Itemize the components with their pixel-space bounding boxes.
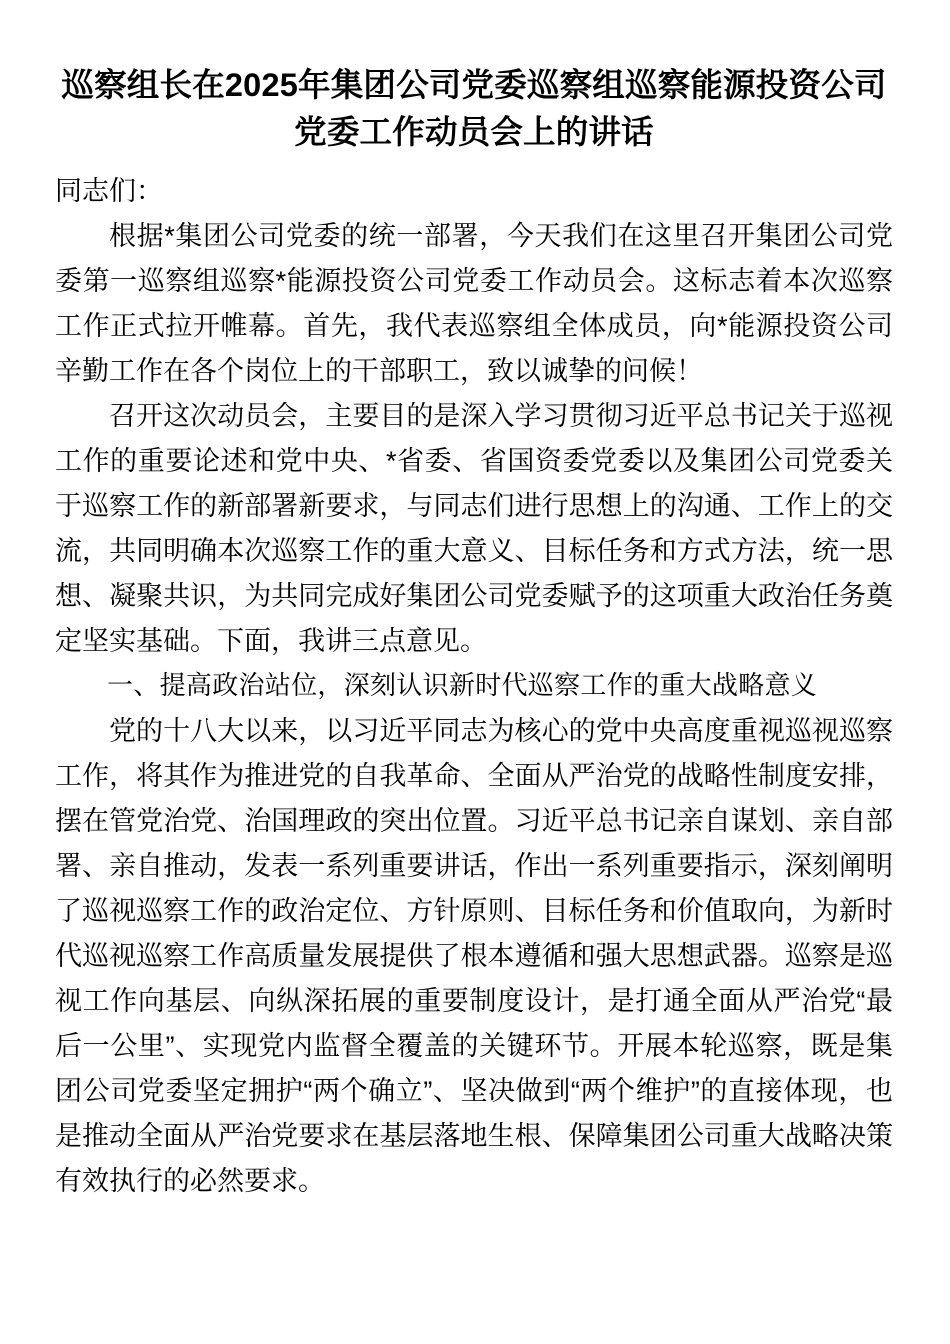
salutation: 同志们： (55, 176, 163, 206)
paragraph-2: 召开这次动员会，主要目的是深入学习贯彻习近平总书记关于巡视工作的重要论述和党中央、*省委、省国资委党委以及集团公司党委关于巡察工作的新部署新要求，与同志们进行思想上的沟通、工作上的交流，共同明确本次巡察工作的重大意义、目标任务和方式方法，统一思想、凝聚共识，为共同完成好集团公司党委赋予的这项重大政治任务奠定坚实基础。下面，我讲三点意见。 (55, 401, 893, 656)
section-heading-1: 一、提高政治站位，深刻认识新时代巡察工作的重大战略意义 (107, 671, 818, 701)
paragraph-3: 党的十八大以来，以习近平同志为核心的党中央高度重视巡视巡察工作，将其作为推进党的自我革命、全面从严治党的战略性制度安排，摆在管党治党、治国理政的突出位置。习近平总书记亲自谋划、亲自部署、亲自推动，发表一系列重要讲话，作出一系列重要指示，深刻阐明了巡视巡察工作的政治定位、方针原则、目标任务和价值取向，为新时代巡视巡察工作高质量发展提供了根本遵循和强大思想武器。巡察是巡视工作向基层、向纵深拓展的重要制度设计，是打通全面从严治党“最后一公里”、实现党内监督全覆盖的关键环节。开展本轮巡察，既是集团公司党委坚定拥护“两个确立”、坚决做到“两个维护”的直接体现，也是推动全面从严治党要求在基层落地生根、保障集团公司重大战略决策有效执行的必然要求。 (55, 716, 893, 1196)
page-title: 巡察组长在2025年集团公司党委巡察组巡察能源投资公司党委工作动员会上的讲话 (61, 67, 887, 150)
document-body (55, 0, 893, 1204)
paragraph-1: 根据*集团公司党委的统一部署，今天我们在这里召开集团公司党委第一巡察组巡察*能源投资公司党委工作动员会。这标志着本次巡察工作正式拉开帷幕。首先，我代表巡察组全体成员，向*能源投资公司辛勤工作在各个岗位上的干部职工，致以诚挚的问候！ (55, 221, 893, 386)
